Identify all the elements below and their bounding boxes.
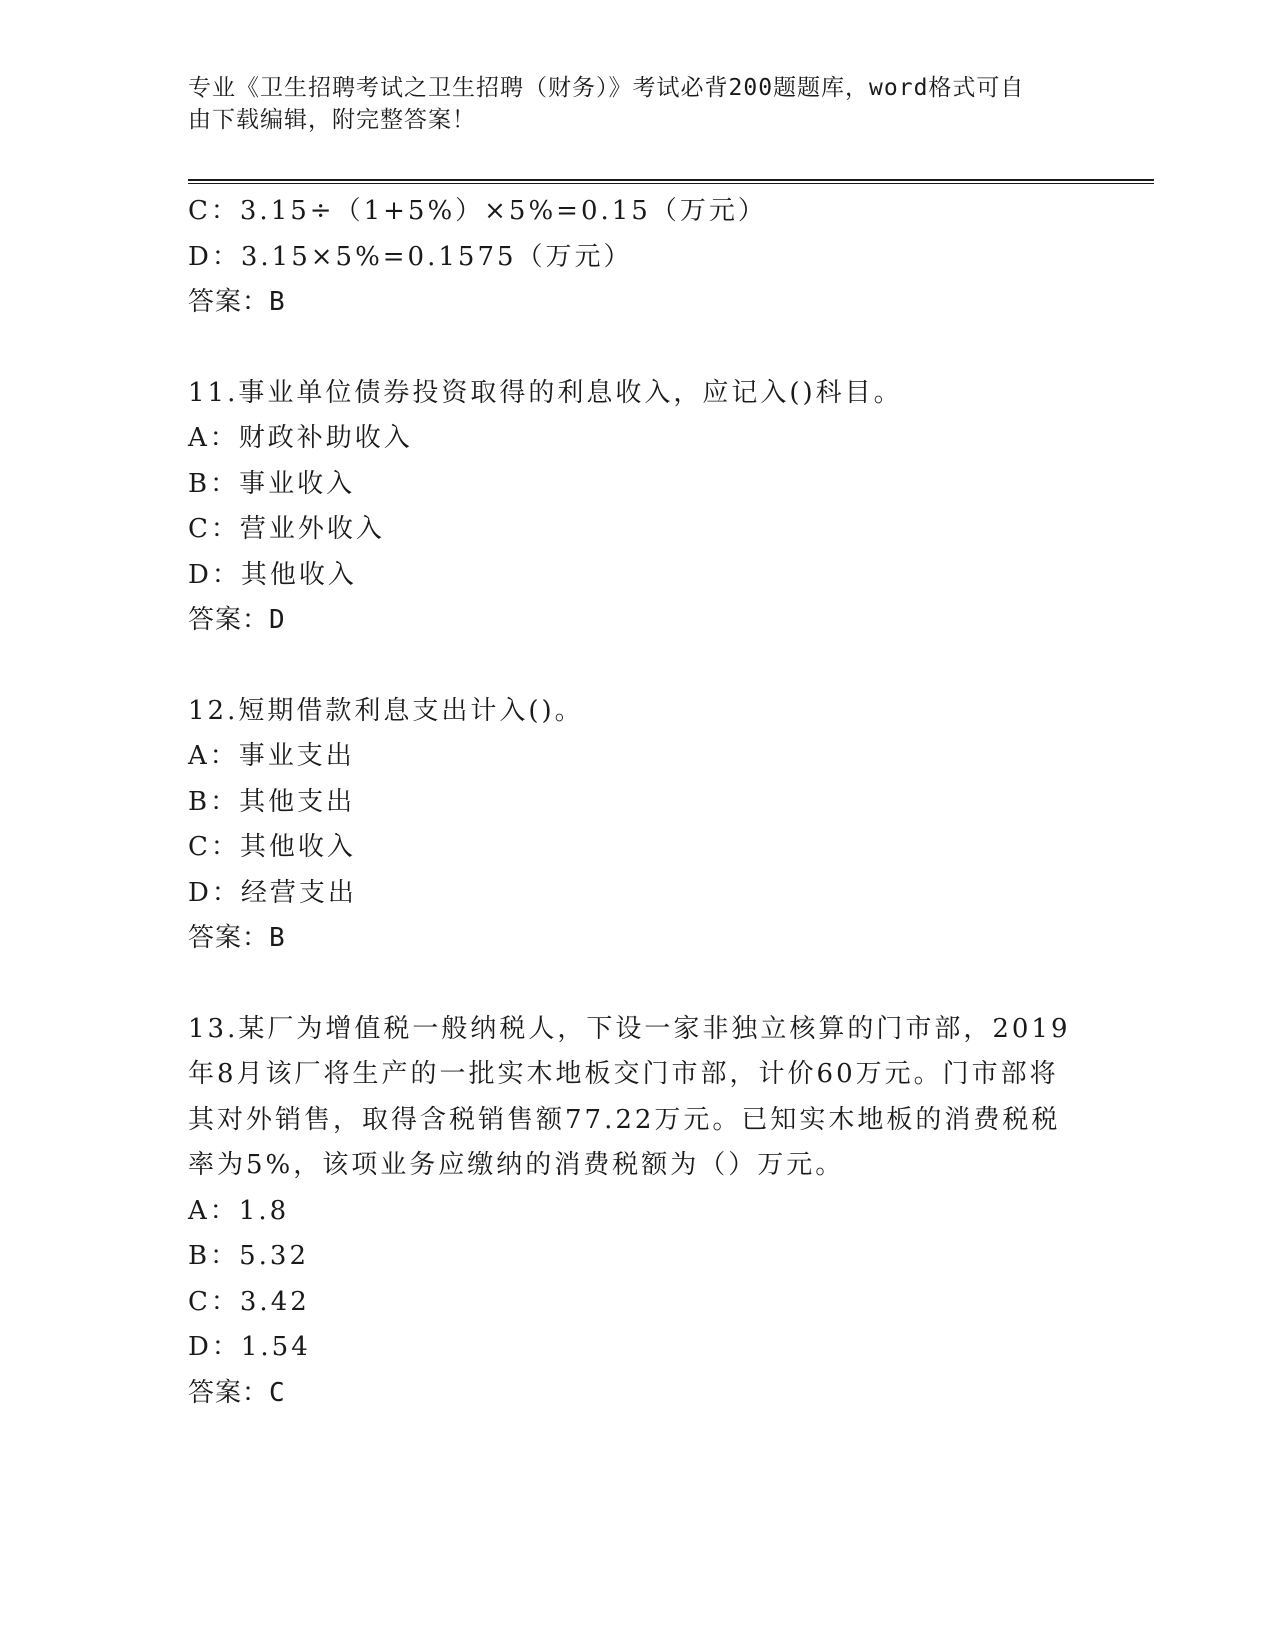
option-b: B：其他支出: [188, 786, 356, 817]
question-block-11: [188, 371, 1088, 644]
question-block-10: [188, 189, 1088, 326]
document-header: [188, 72, 1088, 136]
header-divider: [188, 179, 1154, 184]
question-block-13: [188, 1007, 1088, 1417]
option-a: A：1.8: [188, 1195, 290, 1226]
question-stem: 12.短期借款利息支出计入()。: [188, 695, 584, 726]
option-b: B：事业收入: [188, 468, 356, 499]
option-d: D：其他收入: [188, 559, 357, 590]
question-stem-line-4: 率为5%，该项业务应缴纳的消费税额为（）万元。: [188, 1150, 845, 1180]
question-list: [188, 189, 1088, 1416]
answer-line: 答案：B: [188, 923, 286, 953]
answer-line: 答案：B: [188, 287, 286, 317]
option-d: D：经营支出: [188, 877, 357, 908]
header-line-2: 由下载编辑，附完整答案！: [188, 107, 476, 133]
answer-line: 答案：C: [188, 1377, 286, 1408]
option-c: C：其他收入: [188, 832, 356, 862]
option-c: C：3.15÷（1+5%）×5%=0.15（万元）: [188, 196, 767, 226]
option-c: C：3.42: [188, 1286, 310, 1317]
question-stem: 11.事业单位债券投资取得的利息收入，应记入()科目。: [188, 377, 903, 408]
option-d: D：1.54: [188, 1332, 311, 1362]
question-stem-line-1: 13.某厂为增值税一般纳税人，下设一家非独立核算的门市部，2019: [188, 1013, 1071, 1044]
answer-line: 答案：D: [188, 605, 286, 635]
header-line-1: 专业《卫生招聘考试之卫生招聘（财务）》考试必背200题题库，word格式可自: [188, 75, 1025, 101]
option-d: D：3.15×5%=0.1575（万元）: [188, 241, 633, 272]
option-b: B：5.32: [188, 1241, 309, 1271]
option-a: A：财政补助收入: [188, 423, 413, 453]
divider-thick-line: [188, 179, 1154, 181]
question-stem-line-2: 年8月该厂将生产的一批实木地板交门市部，计价60万元。门市部将: [188, 1059, 1059, 1089]
divider-thin-line: [188, 183, 1154, 184]
option-a: A：事业支出: [188, 741, 355, 771]
option-c: C：营业外收入: [188, 514, 385, 544]
question-stem-line-3: 其对外销售，取得含税销售额77.22万元。已知实木地板的消费税税: [188, 1104, 1061, 1135]
question-block-12: [188, 689, 1088, 962]
